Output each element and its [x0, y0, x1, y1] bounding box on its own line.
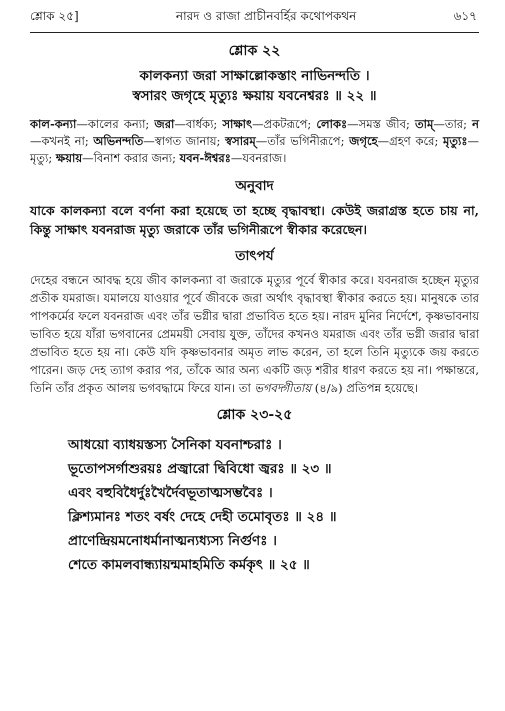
- synonym-meaning: যবনরাজ।: [242, 151, 287, 165]
- header-divider: [30, 32, 479, 33]
- synonym-word: যবন-ঈশ্বরঃ: [179, 151, 231, 165]
- verse-22-line-2: স্বসারং জগৃহে মৃত্যুঃ ক্ষয়ায় যবনেশ্বরঃ ॥ ২২ ॥: [132, 88, 377, 104]
- synonym-word: স্বসারম্: [225, 134, 256, 148]
- verse-22-line-1: কালকন্যা জরা সাক্ষাল্লোকস্তাং নাভিনন্দতি ।: [139, 68, 370, 84]
- translation-text: যাকে কালকন্যা বলে বর্ণনা করা হয়েছে তা হচ্ছে বৃদ্ধাবস্থা। কেউই জরাগ্রস্ত হতে চায় না, কিন্তু সাক্ষাৎ যবনরাজ মৃত্যু জরাকে তাঁর ভগিনীরূপে স্বীকার করেছেন।: [30, 203, 479, 237]
- synonym-meaning: তাঁর ভগিনীরূপে;: [267, 134, 350, 148]
- verse-23-25-block: [30, 433, 479, 577]
- synonym-word: তাম্: [414, 117, 434, 131]
- verse-25-line-2: শেতে কামলবান্ধ্যায়ন্মমাহমিতি কর্মকৃৎ ॥ ২৫ ॥: [68, 557, 310, 573]
- header-verse-ref: শ্লোক ২৫]: [30, 9, 79, 23]
- synonym-word: লোকঃ: [316, 117, 348, 131]
- verse-24-line-1: এবং বহুবিধৈর্দুঃখৈর্দৈবভূতাত্মসম্ভবৈঃ ।: [68, 485, 273, 501]
- synonym-meaning: বিনাশ করার জন্য;: [93, 151, 180, 165]
- synonym-word: ন: [472, 117, 480, 131]
- synonym-word: জগৃহে: [349, 134, 378, 148]
- synonym-meaning: বার্ধক্য;: [185, 117, 223, 131]
- synonym-meaning: কখনই না;: [41, 134, 94, 148]
- purport-body-end: (৪/৯) প্রতিপন্ন হয়েছে।: [311, 381, 418, 395]
- synonym-word: কাল-কন্যা: [30, 117, 77, 131]
- purport-heading: তাৎপর্য: [235, 248, 274, 264]
- running-header: [30, 8, 479, 32]
- translation-heading: অনুবাদ: [235, 178, 274, 194]
- verse-25-line-1: প্রাণেন্দ্রিয়মনোধর্মানাত্মন্যধ্যস্য নির্গুণঃ ।: [68, 533, 277, 549]
- synonym-meaning: সমস্ত জীব;: [358, 117, 415, 131]
- synonym-word: জরা: [154, 117, 175, 131]
- page-number: ৬১৭: [453, 9, 477, 23]
- verse-22-heading: শ্লোক ২২: [228, 43, 281, 59]
- synonym-meaning: মৃত্যু;: [30, 151, 56, 165]
- verse-23-line-1: আধয়ো ব্যাধয়স্তস্য সৈনিকা যবনাশ্চরাঃ ।: [68, 437, 282, 453]
- synonyms-paragraph: কাল-কন্যা—কালের কন্যা; জরা—বার্ধক্য; সাক্ষাৎ—প্রকটরূপে; লোকঃ—সমস্ত জীব; তাম্—তার; ন—কখনই না; অভিনন্দতি—স্বাগত জানায়; স্বসারম্—তাঁর ভগিনীরূপে; জগৃহে—গ্রহণ করে; মৃত্যুঃ—মৃত্যু; ক্ষয়ায়—বিনাশ করার জন্য; যবন-ঈশ্বরঃ—যবনরাজ।: [30, 117, 480, 165]
- purport-text: [30, 271, 479, 397]
- synonym-word: অভিনন্দতি: [93, 134, 144, 148]
- synonym-word: সাক্ষাৎ: [222, 117, 253, 131]
- verse-24-line-2: ক্লিশ্যমানঃ শতং বর্ষং দেহে দেহী তমোবৃতঃ ॥ ২৪ ॥: [68, 509, 337, 525]
- verse-23-line-2: ভূতোপসর্গাশুরয়ঃ প্রজ্বারো দ্বিবিধো জ্বরঃ ॥ ২৩ ॥: [68, 461, 332, 477]
- verse-23-25-heading: শ্লোক ২৩-২৫: [216, 407, 293, 423]
- synonym-word: মৃত্যুঃ: [443, 134, 468, 148]
- synonym-meaning: প্রকটরূপে;: [263, 117, 317, 131]
- purport-body: দেহের বন্ধনে আবদ্ধ হয়ে জীব কালকন্যা বা জরাকে মৃত্যুর পূর্বে স্বীকার করে। যবনরাজ হচ্ছেন মৃত্যুর প্রতীক যমরাজ। যমালয়ে যাওয়ার পূর্বে জীবকে জরা অর্থাৎ বৃদ্ধাবস্থা স্বীকার করতে হয়। মানুষকে তার পাপকর্মের ফলে যবনরাজ এবং তাঁর ভগ্নীর দ্বারা প্রভাবিত হতে হয়। নারদ মুনির নির্দেশে, কৃষ্ণভাবনায় ভাবিত হয়ে যাঁরা ভগবানের প্রেমময়ী সেবায় যুক্ত, তাঁদের কখনও যমরাজ এবং তাঁর ভগ্নী জরার দ্বারা প্রভাবিত হতে হয় না। কেউ যদি কৃষ্ণভাবনার অমৃত লাভ করেন, তা হলে তিনি মৃত্যুকে জয় করতে পারেন। জড় দেহ ত্যাগ করার পর, তাঁকে আর অন্য একটি জড় শরীর ধারণ করতে হয় না। পক্ষান্তরে, তিনি তাঁর প্রকৃত আলয় ভগবদ্ধামে ফিরে যান। তা: [30, 273, 479, 395]
- purport-citation: ভগবদ্গীতায়: [254, 381, 312, 395]
- synonym-meaning: কালের কন্যা;: [87, 117, 155, 131]
- synonym-meaning: গ্রহণ করে;: [389, 134, 444, 148]
- synonym-meaning: স্বাগত জানায়;: [154, 134, 226, 148]
- synonym-meaning: তার;: [444, 117, 473, 131]
- synonym-word: ক্ষয়ায়: [55, 151, 83, 165]
- header-chapter-title: নারদ ও রাজা প্রাচীনবর্হির কথোপকথন: [175, 9, 357, 23]
